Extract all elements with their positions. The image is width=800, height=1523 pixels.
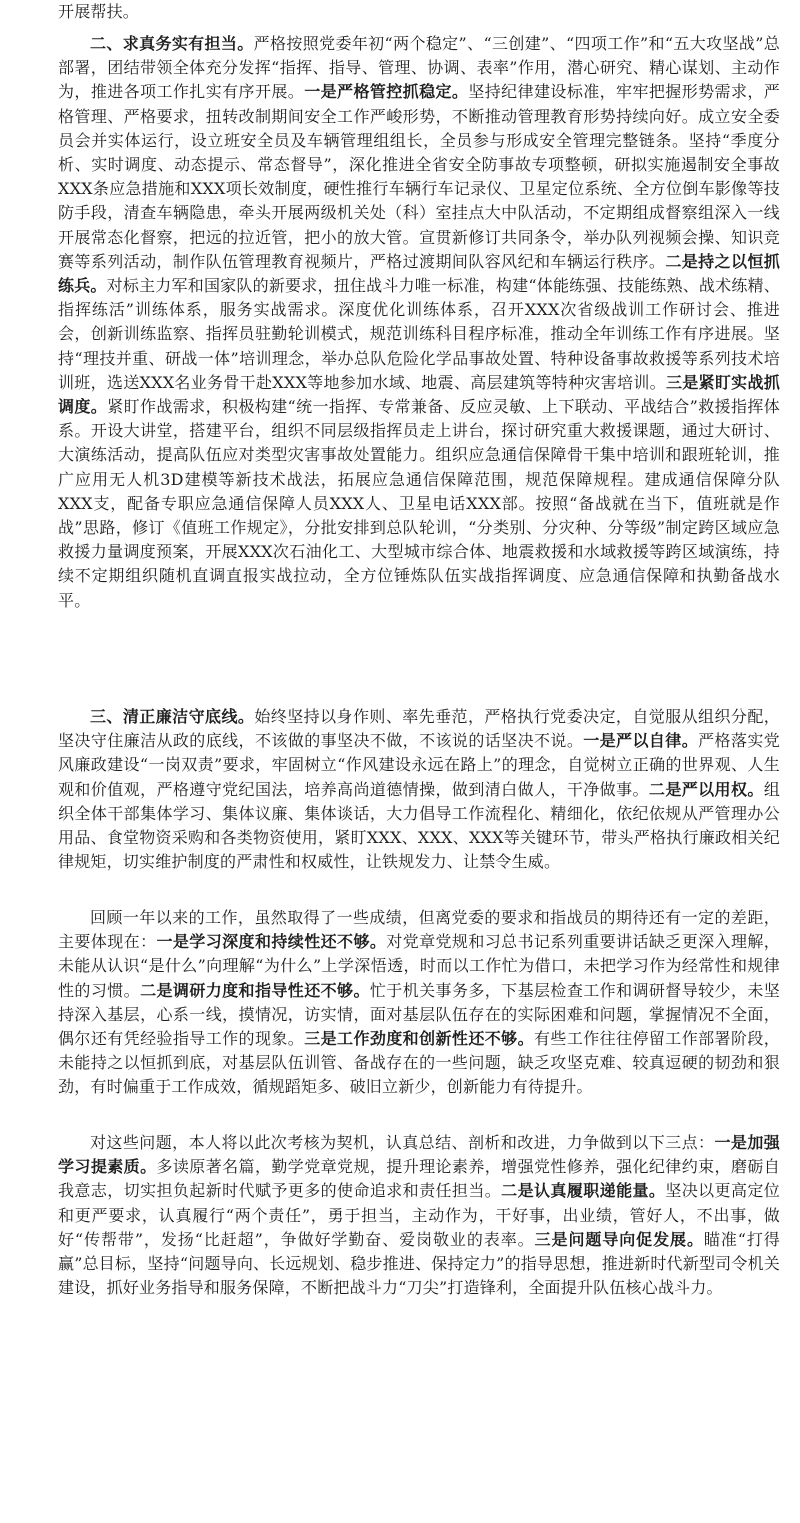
section-2-point-2-text: 对标主力军和国家队的新要求，扭住战斗力唯一标准，构建“体能练强、技能练熟、战术练精、指挥练活”训练体系，服务实战需求。深度优化训练体系，召开XXX次省级战训工作研讨会、推进会，创新训练监察、指挥员驻勤轮训模式，规范训练科目程序标准，推动全年训练工作有序进展。坚持“理技并重、研战一体”培训理念，举办总队危险化学品事故处置、特种设备事故救援等系列技术培训班，选送XXX名业务骨干赴XXX等地参加水域、地震、高层建筑等特种灾害培训。 — [58, 276, 780, 392]
section-2-intro: 严格按照党委年初“两个稳定”、“三创建”、“四项工作”和“五大攻坚战”总部署，团结带领全体充分发挥“指挥、指导、管理、协调、表率”作用，潜心研究、精心谋划、主动作为，推进各项工作扎实有序开展。 — [58, 34, 780, 102]
section-2-point-1-text: 坚持纪律建设标准，牢牢把握形势需求，严格管理、严格要求，扭转改制期间安全工作严峻形势，不断推动管理教育形势持续向好。成立安全委员会并实体运行，设立班安全员及车辆管理组组长，全员参与形成安全管理完整链条。坚持“季度分析、实时调度、动态提示、常态督导”，深化推进全省安全防事故专项整顿，研拟实施遏制安全事故XXX条应急措施和XXX项长效制度，硬性推行车辆行车记录仪、卫星定位系统、全方位倒车影像等技防手段，清查车辆隐患，牵头开展两级机关处（科）室挂点大中队活动，不定期组成督察组深入一线开展常态化督察，把远的拉近管，把小的放大管。宣贯新修订共同条令，举办队列视频会操、知识竞赛等系列活动，制作队伍管理教育视频片，严格过渡期间队容风纪和车辆运行秩序。 — [58, 82, 780, 271]
section-3-point-2-title: 二是严以用权。 — [648, 779, 764, 799]
top-continuation — [58, 0, 780, 24]
review-point-2-title: 二是调研力度和指导性还不够。 — [140, 980, 370, 1000]
section-2-point-2-title: 二是持之以恒抓练兵。 — [58, 251, 780, 296]
section-3-paragraph — [58, 705, 780, 874]
section-3-point-2-text: 组织全体干部集体学习、集体议廉、集体谈话，大力倡导工作流程化、精细化，依纪依规从严管理办公用品、食堂物资采购和各类物资使用，紧盯XXX、XXX、XXX等关键环节，带头严格执行廉政相关纪律规矩，切实维护制度的严肃性和权威性，让铁规发力、让禁令生威。 — [58, 779, 781, 872]
review-point-3-text: 有些工作往往停留工作部署阶段，未能持之以恒抓到底，对基层队伍训管、备战存在的一些问题，缺乏攻坚克难、较真逗硬的韧劲和狠劲，有时偏重于工作成效，循规蹈矩多、破旧立新少，创新能力有待提升。 — [58, 1029, 780, 1097]
section-3-intro: 始终坚持以身作则、率先垂范，严格执行党委决定，自觉服从组织分配，坚决守住廉洁从政的底线，不该做的事坚决不做，不该说的话坚决不说。 — [58, 707, 780, 751]
plan-point-2-text: 坚决以更高定位和更严要求，认真履行“两个责任”，勇于担当，主动作为，干好事，出业绩，管好人，不出事，做好“传帮带”，发扬“比赶超”，争做好学勤奋、爱岗敬业的表率。 — [58, 1181, 780, 1249]
review-point-2-text: 忙于机关事务多，下基层检查工作和调研督导较少，未坚持深入基层，心系一线，摸情况，访实情，面对基层队伍存在的实际困难和问题，掌握情况不全面，偶尔还有凭经验指导工作的现象。 — [58, 980, 780, 1049]
review-point-1-text: 对党章党规和习总书记系列重要讲话缺乏更深入理解，未能从认识“是什么”向理解“为什么”上学深悟透，时而以工作忙为借口，未把学习作为经常性和规律性的习惯。 — [58, 932, 780, 1000]
section-2-point-3-text: 紧盯作战需求，积极构建“统一指挥、专常兼备、反应灵敏、上下联动、平战结合”救援指挥体系。开设大讲堂，搭建平台，组织不同层级指挥员走上讲台，探讨研究重大救援课题，通过大研讨、大演练活动，提高队伍应对类型灾害事故处置能力。组织应急通信保障骨干集中培训和跟班轮训，推广应用无人机3D建模等新技术战法，拓展应急通信保障范围，规范保障规程。建成通信保障分队XXX支，配备专职应急通信保障人员XXX人、卫星电话XXX部。按照“备战就在当下，值班就是作战”思路，修订《值班工作规定》，分批安排到总队轮训，“分类别、分灾种、分等级”制定跨区域应急救援力量调度预案，开展XXX次石油化工、大型城市综合体、地震救援和水域救援等跨区域演练，持续不定期组织随机直调直报实战拉动，全方位锤炼队伍实战指挥调度、应急通信保障和执勤备战水平。 — [58, 397, 781, 610]
plan-point-3-text: 瞄准“打得赢”总目标，坚持“问题导向、长远规划、稳步推进、保持定力”的指导思想，推进新时代新型司令机关建设，抓好业务指导和服务保障，不断把战斗力“刀尖”打造锋利，全面提升队伍核心战斗力。 — [58, 1229, 780, 1298]
plan-point-1-title: 一是加强学习提素质。 — [58, 1133, 780, 1177]
plan-point-2-title: 二是认真履职递能量。 — [501, 1181, 666, 1201]
review-intro: 回顾一年以来的工作，虽然取得了一些成绩，但离党委的要求和指战员的期待还有一定的差距，主要体现在： — [58, 908, 780, 952]
review-point-1-title: 一是学习深度和持续性还不够。 — [156, 932, 387, 952]
plan-intro: 对这些问题，本人将以此次考核为契机，认真总结、剖析和改进，力争做到以下三点： — [90, 1133, 715, 1152]
section-3-point-1-title: 一是严以自律。 — [583, 731, 699, 751]
section-2-paragraph — [58, 32, 780, 613]
section-3-point-1-text: 严格落实党风廉政建设“一岗双责”要求，牢固树立“作风建设永远在路上”的理念，自觉树立正确的世界观、人生观和价值观，严格遵守党纪国法，培养高尚道德情操，做到清白做人，干净做事。 — [58, 731, 780, 799]
top-line: 开展帮扶。 — [58, 2, 140, 21]
plan-point-3-title: 三是问题导向促发展。 — [534, 1229, 704, 1249]
plan-point-1-text: 多读原著名篇，勤学党章党规，提升理论素养，增强党性修养，强化纪律约束，磨砺自我意志，切实担负起新时代赋予更多的使命追求和责任担当。 — [58, 1157, 780, 1201]
section-3-heading: 三、清正廉洁守底线。 — [90, 707, 255, 726]
review-paragraph — [58, 906, 780, 1100]
review-point-3-title: 三是工作劲度和创新性还不够。 — [304, 1029, 534, 1049]
section-2-heading: 二、求真务实有担当。 — [90, 34, 254, 53]
plan-paragraph — [58, 1131, 780, 1300]
section-2-point-1-title: 一是严格管控抓稳定。 — [304, 82, 469, 102]
section-2-point-3-title: 三是紧盯实战抓调度。 — [58, 372, 780, 417]
